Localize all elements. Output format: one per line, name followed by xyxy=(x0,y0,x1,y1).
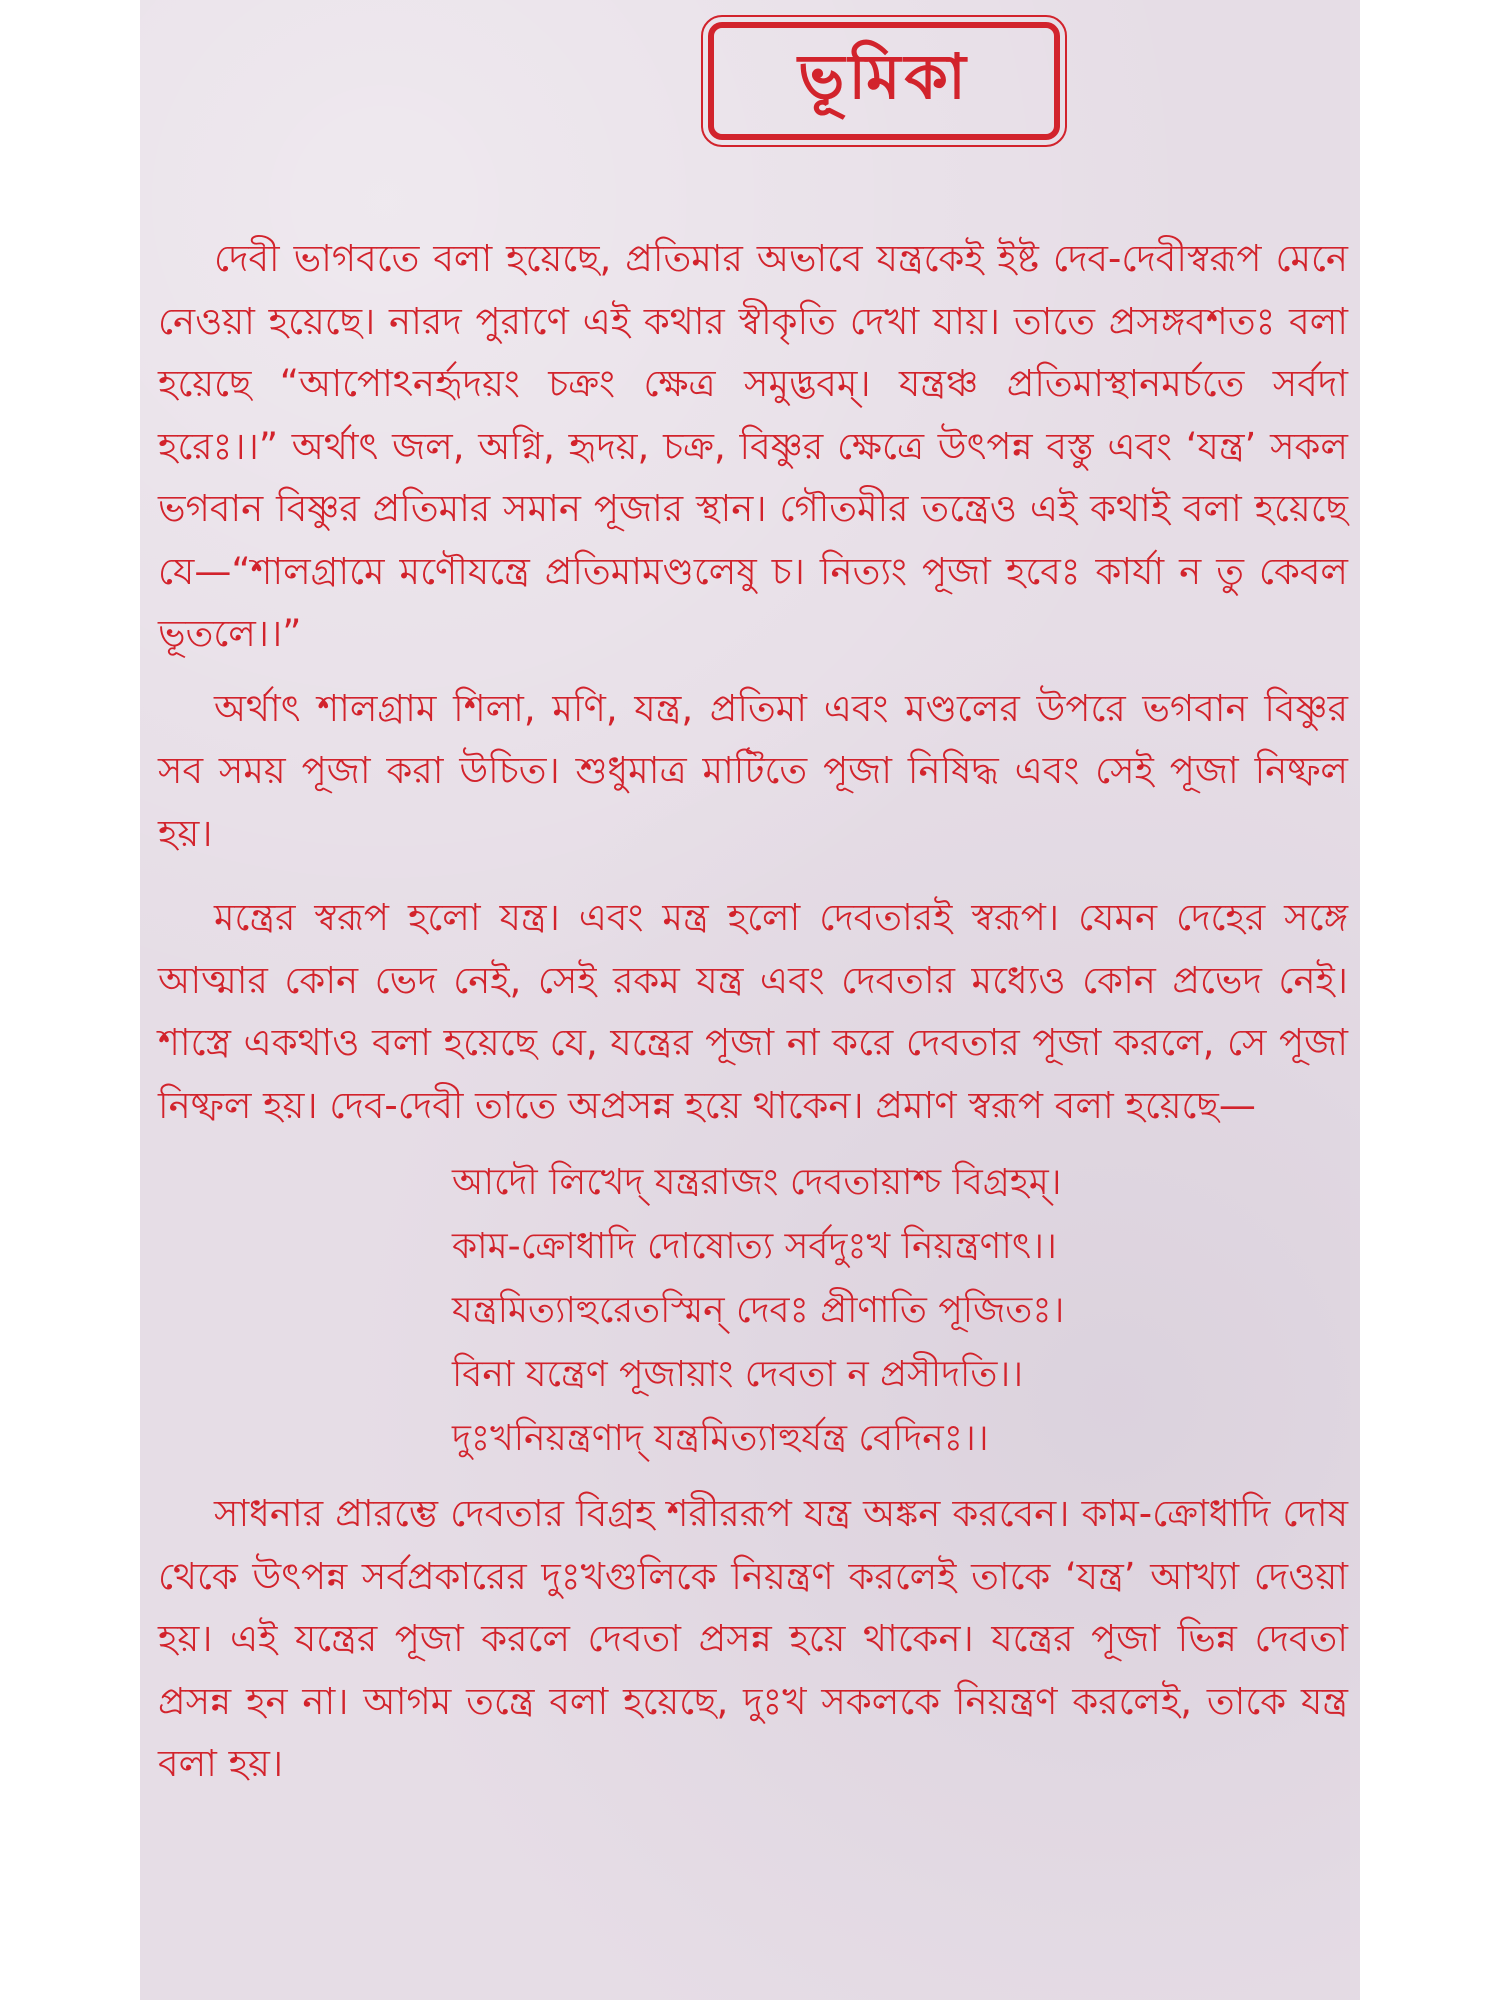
paragraph-4: সাধনার প্রারম্ভে দেবতার বিগ্রহ শরীররূপ যন্ত্র অঙ্কন করবেন। কাম-ক্রোধাদি দোষ থেকে উৎপন্ন সর্বপ্রকারের দুঃখগুলিকে নিয়ন্ত্রণ করলেই তাকে ‘যন্ত্র’ আখ্যা দেওয়া হয়। এই যন্ত্রের পূজা করলে দেবতা প্রসন্ন হয়ে থাকেন। যন্ত্রের পূজা ভিন্ন দেবতা প্রসন্ন হন না। আগম তন্ত্রে বলা হয়েছে, দুঃখ সকলকে নিয়ন্ত্রণ করলেই, তাকে যন্ত্র বলা হয়। xyxy=(158,1492,1348,1785)
verse-line-1: আদৌ লিখেদ্ যন্ত্ররাজং দেবতায়াশ্চ বিগ্রহম্। xyxy=(452,1162,1062,1203)
document-page xyxy=(140,0,1360,2000)
paragraph-2: অর্থাৎ শালগ্রাম শিলা, মণি, যন্ত্র, প্রতিমা এবং মণ্ডলের উপরে ভগবান বিষ্ণুর সব সময় পূজা করা উচিত। শুধুমাত্র মাটিতে পূজা নিষিদ্ধ এবং সেই পূজা নিষ্ফল হয়। xyxy=(158,686,1348,855)
paragraph-1: দেবী ভাগবতে বলা হয়েছে, প্রতিমার অভাবে যন্ত্রকেই ইষ্ট দেব-দেবীস্বরূপ মেনে নেওয়া হয়েছে। নারদ পুরাণে এই কথার স্বীকৃতি দেখা যায়। তাতে প্রসঙ্গবশতঃ বলা হয়েছে “আপোঽনর্হৃদয়ং চক্রং ক্ষেত্র সমুদ্ভবম্। যন্ত্রঞ্চ প্রতিমাস্থানমর্চতে সর্বদা হরেঃ।।” অর্থাৎ জল, অগ্নি, হৃদয়, চক্র, বিষ্ণুর ক্ষেত্রে উৎপন্ন বস্তু এবং ‘যন্ত্র’ সকল ভগবান বিষ্ণুর প্রতিমার সমান পূজার স্থান। গৌতমীর তন্ত্রেও এই কথাই বলা হয়েছে যে—“শালগ্রামে মণৌযন্ত্রে প্রতিমামণ্ডলেষু চ। নিত্যং পূজা হবেঃ কার্যা ন তু কেবল ভূতলে।।” xyxy=(158,237,1348,655)
verse-line-2: কাম-ক্রোধাদি দোষোত্য সর্বদুঃখ নিয়ন্ত্রণাৎ।। xyxy=(452,1226,1057,1267)
page-title: ভূমিকা xyxy=(798,39,970,113)
sanskrit-verse xyxy=(158,1151,1348,1471)
verse-line-3: যন্ত্রমিত্যাহুরেতস্মিন্ দেবঃ প্রীণাতি পূজিতঃ। xyxy=(452,1290,1065,1331)
document-body xyxy=(158,228,1348,1796)
verse-line-5: দুঃখনিয়ন্ত্রণাদ্ যন্ত্রমিত্যাহুর্যন্ত্র বেদিনঃ।। xyxy=(452,1418,989,1459)
verse-line-4: বিনা যন্ত্রেণ পূজায়াং দেবতা ন প্রসীদতি।। xyxy=(452,1354,1024,1395)
title-frame xyxy=(708,22,1060,140)
paragraph-3: মন্ত্রের স্বরূপ হলো যন্ত্র। এবং মন্ত্র হলো দেবতারই স্বরূপ। যেমন দেহের সঙ্গে আত্মার কোন ভেদ নেই, সেই রকম যন্ত্র এবং দেবতার মধ্যেও কোন প্রভেদ নেই। শাস্ত্রে একথাও বলা হয়েছে যে, যন্ত্রের পূজা না করে দেবতার পূজা করলে, সে পূজা নিষ্ফল হয়। দেব-দেবী তাতে অপ্রসন্ন হয়ে থাকেন। প্রমাণ স্বরূপ বলা হয়েছে— xyxy=(158,896,1348,1127)
